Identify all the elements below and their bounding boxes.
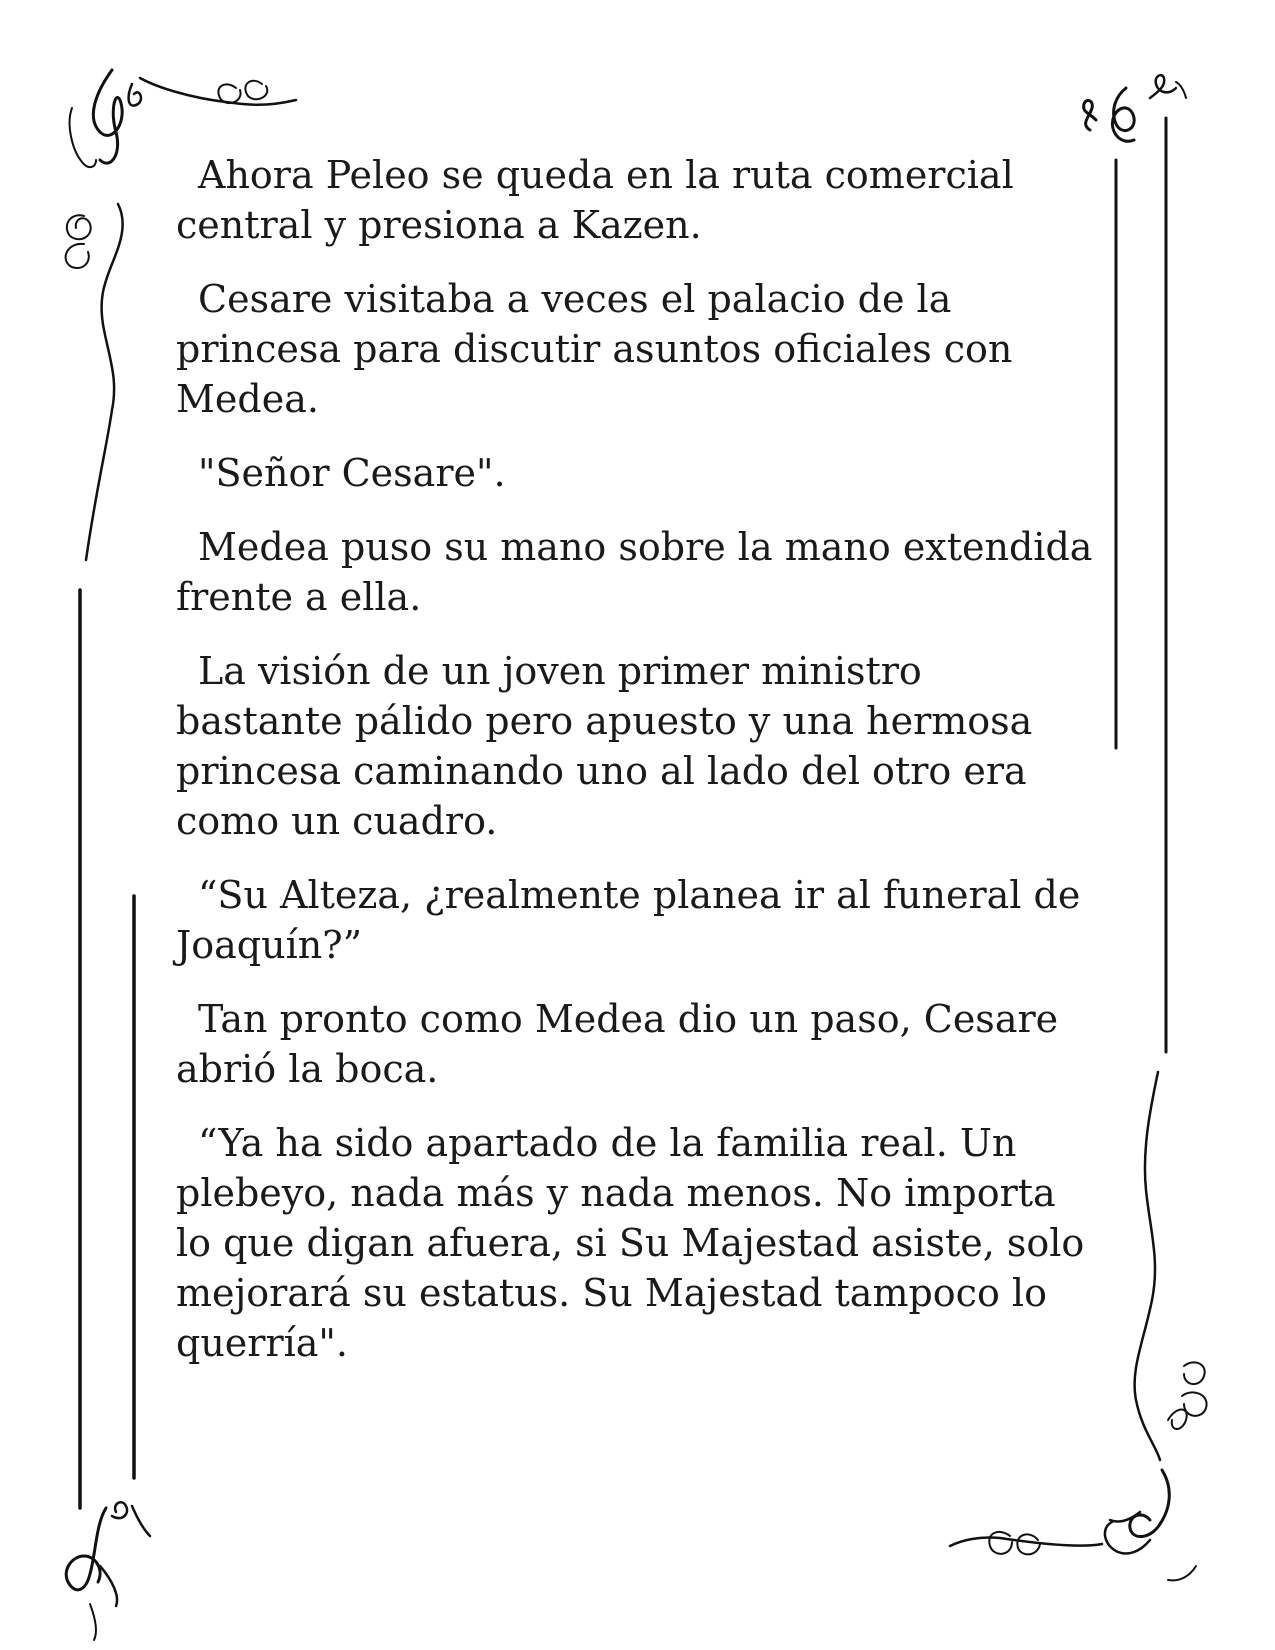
bottom-left-flourish [66,1502,150,1640]
paragraph: La visión de un joven primer ministro bastante pálido pero apuesto y una hermosa princesa caminando uno al lado del otro era como un cuadro. [176,649,1033,843]
page-text [176,150,1096,1392]
paragraph: “Su Alteza, ¿realmente planea ir al funeral de Joaquín?” [176,873,1081,967]
top-right-flourish [1084,75,1186,1052]
paragraph: Cesare visitaba a veces el palacio de la princesa para discutir asuntos oficiales con Medea. [176,277,1013,421]
paragraph: Ahora Peleo se queda en la ruta comercial central y presiona a Kazen. [176,153,1014,247]
paragraph: Tan pronto como Medea dio un paso, Cesare abrió la boca. [176,997,1059,1091]
paragraph: Medea puso su mano sobre la mano extendida frente a ella. [176,525,1093,619]
paragraph: “Ya ha sido apartado de la familia real. Un plebeyo, nada más y nada menos. No importa lo que digan afuera, si Su Majestad asiste, solo mejorará su estatus. Su Majestad tampoco lo querría". [176,1121,1085,1365]
paragraph: "Señor Cesare". [198,451,506,495]
